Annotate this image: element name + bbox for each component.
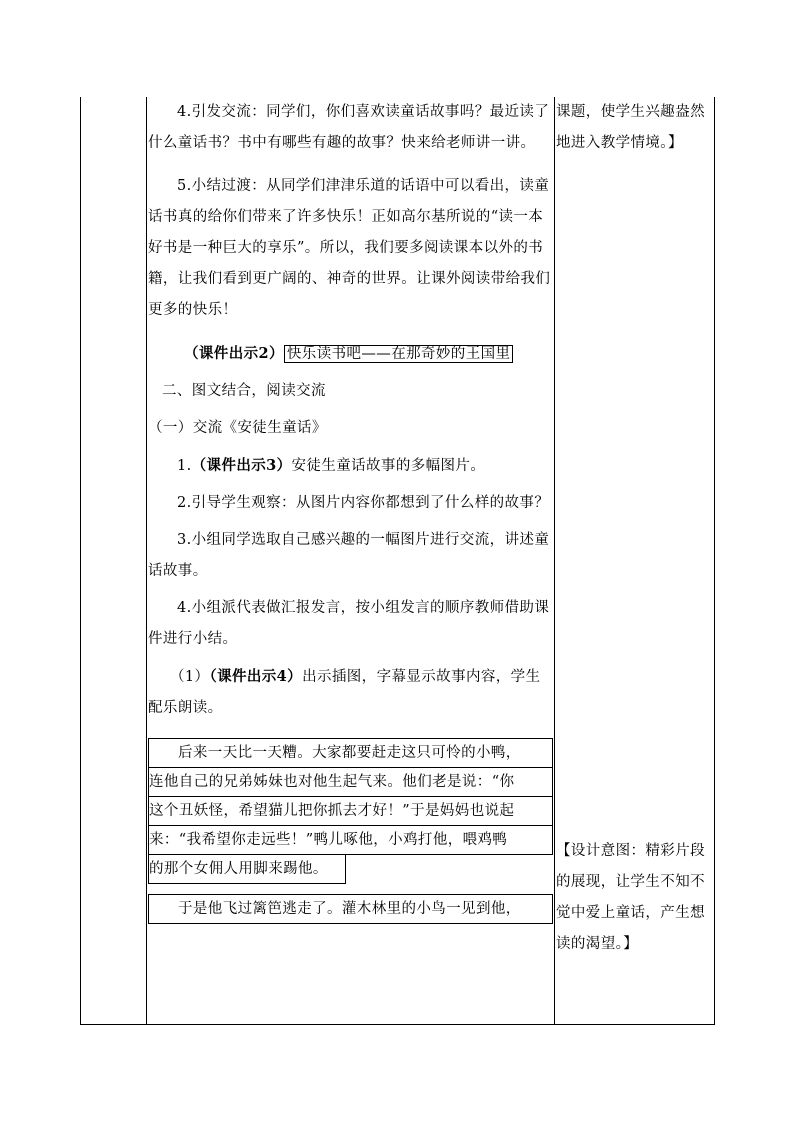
table-divider-2 [554, 97, 555, 1025]
step-number: （1） [170, 669, 210, 685]
section-heading: 二、图文结合，阅读交流 [162, 383, 326, 399]
courseware-label: （课件出示3） [191, 457, 292, 474]
subsection-heading: （一）交流《安徒生童话》 [148, 420, 327, 436]
courseware-label: （课件出示2） [184, 345, 284, 362]
step-1 [148, 444, 553, 482]
excerpt-line: 这个丑妖怪，希望猫儿把你抓去才好！”于是妈妈也说起 [148, 797, 553, 826]
design-intent-column [556, 97, 714, 952]
step-text: 出示插图，字幕显示故事内容，学生配乐朗读。 [148, 669, 541, 716]
step-4: 4.小组派代表做汇报发言，按小组发言的顺序教师借助课件进行小结。 [148, 600, 550, 647]
courseware-title-box: 快乐读书吧——在那奇妙的王国里 [284, 345, 514, 363]
step-3: 3.小组同学选取自己感兴趣的一幅图片进行交流，讲述童话故事。 [148, 532, 550, 579]
courseware-2-line [148, 326, 553, 370]
table-border-bottom [80, 1024, 715, 1025]
design-note-2: 【设计意图：精彩片段的展现，让学生不知不觉中爱上童话，产生想读的渴望。】 [556, 843, 705, 952]
teaching-process-column [148, 97, 553, 924]
story-excerpt [148, 738, 553, 924]
excerpt-line: 连他自己的兄弟姊妹也对他生起气来。他们老是说：“你 [148, 768, 553, 797]
paragraph-exchange: 4.引发交流：同学们，你们喜欢读童话故事吗？最近读了什么童话书？书中有哪些有趣的故事？快来给老师讲一讲。 [148, 104, 550, 151]
table-border-right [714, 97, 715, 1025]
excerpt-line: 后来一天比一天糟。大家都要赶走这只可怜的小鸭， [148, 738, 553, 768]
excerpt-line: 的那个女佣人用脚来踢他。 [148, 855, 346, 884]
paragraph-summary: 5.小结过渡：从同学们津津乐道的话语中可以看出，读童话书真的给你们带来了许多快乐！正如高尔基所说的“读一本好书是一种巨大的享乐”。所以，我们要多阅读课本以外的书籍，让我们看到更广阔的、神奇的世界。让课外阅读带给我们更多的快乐！ [148, 178, 551, 318]
table-divider-1 [146, 97, 147, 1025]
step-2: 2.引导学生观察：从图片内容你都想到了什么样的故事？ [177, 495, 550, 511]
excerpt-line: 于是他飞过篱笆逃走了。灌木林里的小鸟一见到他， [148, 894, 553, 924]
step-text: 安徒生童话故事的多幅图片。 [291, 458, 486, 474]
excerpt-line: 来：“我希望你走远些！”鸭儿啄他，小鸡打他，喂鸡鸭 [148, 826, 553, 855]
step-4-1 [148, 655, 553, 724]
courseware-label: （课件出示4） [209, 668, 303, 685]
design-note-1: 课题，使学生兴趣盎然地进入教学情境。】 [556, 104, 705, 151]
table-border-left [80, 97, 81, 1025]
step-number: 1. [177, 458, 192, 474]
